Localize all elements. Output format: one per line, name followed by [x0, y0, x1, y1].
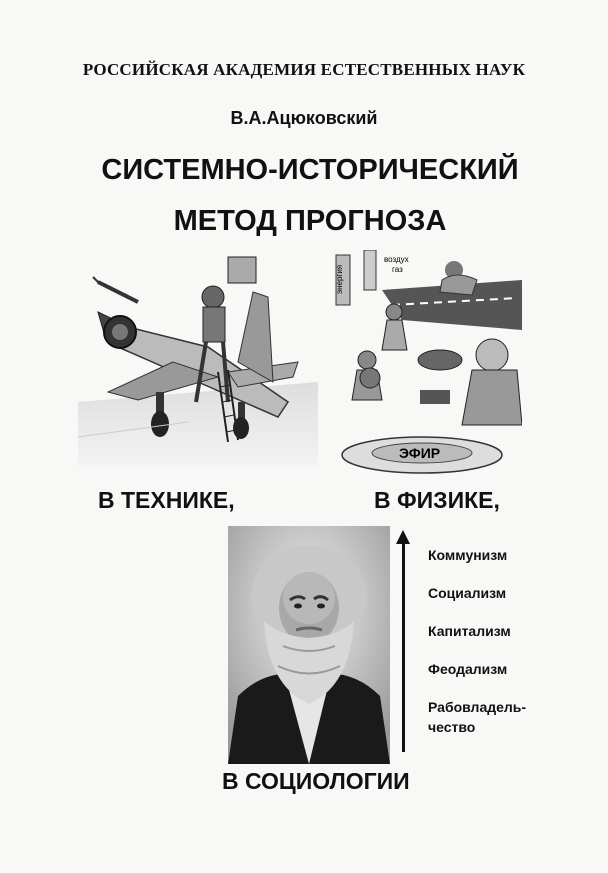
formation-slavery-line-1: Рабовладель-: [428, 699, 527, 715]
gas-label: газ: [392, 265, 403, 274]
energy-label: энергия: [335, 264, 344, 294]
section-sociology: В СОЦИОЛОГИИ: [222, 768, 410, 794]
jet-fighter-illustration: [78, 252, 318, 467]
section-physics: В ФИЗИКЕ,: [374, 487, 500, 513]
formation-communism: Коммунизм: [428, 547, 508, 563]
book-title-line-1: СИСТЕМНО-ИСТОРИЧЕСКИЙ: [101, 154, 519, 186]
book-title-line-2: МЕТОД ПРОГНОЗА: [173, 205, 447, 237]
bearded-man-portrait: [228, 526, 390, 764]
physics-caricature-illustration: [322, 250, 522, 475]
progress-arrow-shaft: [402, 540, 405, 752]
formation-socialism: Социализм: [428, 585, 507, 601]
formation-capitalism: Капитализм: [428, 623, 511, 639]
section-technology: В ТЕХНИКЕ,: [98, 487, 235, 513]
academy-name: РОССИЙСКАЯ АКАДЕМИЯ ЕСТЕСТВЕННЫХ НАУК: [82, 60, 526, 79]
author-name: В.А.Ацюковский: [230, 108, 378, 128]
ether-label: ЭФИР: [399, 445, 441, 461]
formation-slavery-line-2: чество: [428, 719, 476, 735]
air-label: воздух: [384, 255, 409, 264]
formation-feudalism: Феодализм: [428, 661, 508, 677]
